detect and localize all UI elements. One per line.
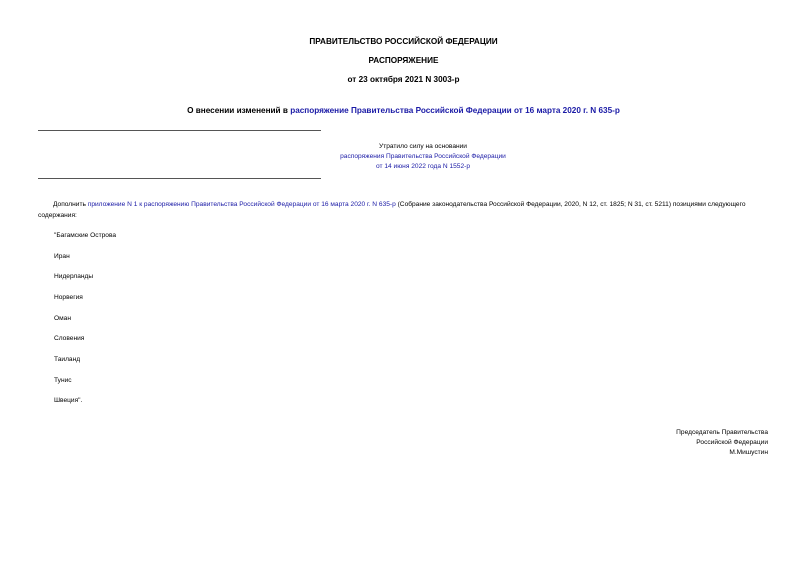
list-item: Нидерланды [54,273,94,280]
document-type-heading: РАСПОРЯЖЕНИЕ [368,56,439,65]
title-amended-act-link[interactable]: распоряжение Правительства Российской Федерации от 16 марта 2020 г. N 635-р [290,106,620,115]
body-annex-link[interactable]: приложение N 1 к распоряжению Правительства Российской Федерации от 16 марта 2020 г. N 635-р [87,201,396,208]
status-note-line: Утратило силу на основании [379,143,467,150]
government-heading: ПРАВИТЕЛЬСТВО РОССИЙСКОЙ ФЕДЕРАЦИИ [309,37,498,46]
list-item: Словения [54,335,85,342]
list-item: Норвегия [54,294,83,301]
title-prefix: О внесении изменений в [187,106,291,115]
status-note-bottom-rule [38,178,321,179]
document-date-number: от 23 октября 2021 N 3003-р [347,75,460,84]
status-note-top-rule [38,130,321,131]
signature-position-line2: Российской Федерации [696,439,768,446]
signature-name: М.Мишустин [729,449,768,456]
document-title [0,106,807,115]
list-item: "Багамские Острова [54,232,117,239]
body-intro-text: Дополнить [53,201,88,208]
signature-position-line1: Председатель Правительства [676,429,768,436]
status-note-link-line2[interactable]: от 14 июня 2022 года N 1552-р [376,163,470,170]
status-note-link-line1[interactable]: распоряжения Правительства Российской Федерации [340,153,506,160]
body-rest-text: (Собрание законодательства Российской Федерации, 2020, N 12, ст. 1825; N 31, ст. 5211) позициями следующего содержания: [38,201,746,219]
body-paragraph [38,200,771,221]
list-item: Таиланд [54,356,81,363]
list-item: Иран [54,253,70,260]
list-item: Тунис [54,377,72,384]
list-item: Швеция". [54,397,83,404]
list-item: Оман [54,315,71,322]
